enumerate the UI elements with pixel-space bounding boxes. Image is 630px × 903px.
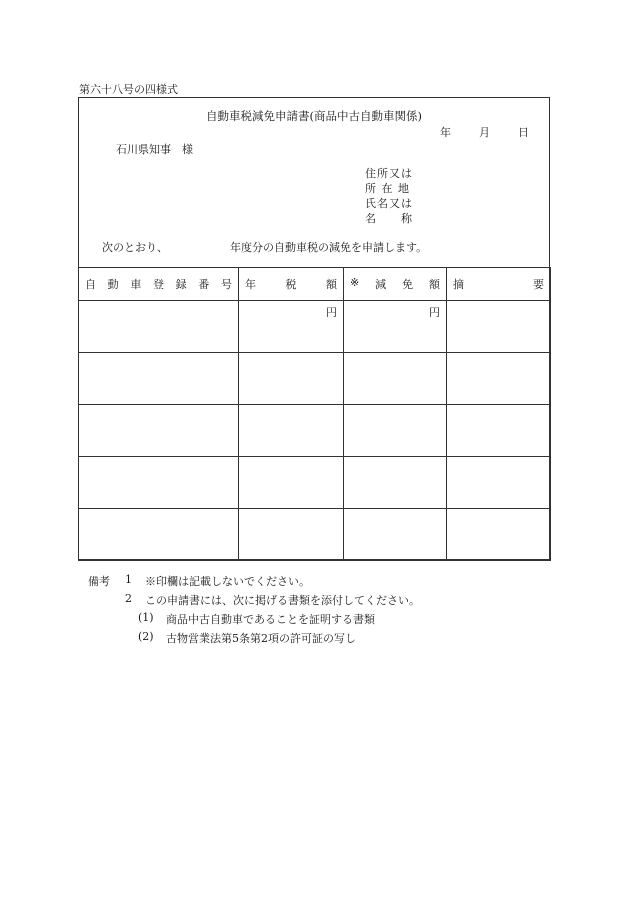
yen-unit: 円 (326, 306, 337, 319)
table-row (79, 353, 551, 405)
vehicle-table (78, 267, 551, 561)
header-remarks: 摘 要 (447, 268, 551, 301)
table-row (79, 301, 551, 353)
subnote-2-number: (2) (138, 630, 154, 643)
annual-tax-cell[interactable] (239, 457, 344, 509)
table-row (79, 457, 551, 509)
note-1-number: 1 (125, 573, 132, 586)
addressee: 石川県知事 様 (116, 143, 193, 156)
remarks-cell[interactable] (447, 353, 551, 405)
subnote-1-number: (1) (138, 611, 154, 624)
date-row (440, 124, 529, 140)
date-day-label: 日 (518, 126, 529, 139)
table-row (79, 405, 551, 457)
registration-number-cell[interactable] (79, 301, 239, 353)
date-month-label: 月 (479, 126, 490, 139)
registration-number-cell[interactable] (79, 457, 239, 509)
registration-number-cell[interactable] (79, 509, 239, 561)
note-1-text: ※印欄は記載しないでください。 (145, 575, 310, 588)
table-row (79, 509, 551, 561)
registration-number-cell[interactable] (79, 405, 239, 457)
annual-tax-cell[interactable] (239, 301, 344, 353)
form-number: 第六十八号の四様式 (79, 83, 178, 96)
application-statement (102, 239, 427, 255)
yen-unit: 円 (429, 306, 440, 319)
subnote-1-text: 商品中古自動車であることを証明する書類 (166, 613, 375, 626)
notes-label: 備考 (88, 575, 110, 588)
header-registration-number: 自 動 車 登 録 番 号 (79, 268, 239, 301)
header-exemption-amount: ※ 減 免 額 (344, 268, 447, 301)
subnote-2-text: 古物営業法第5条第2項の許可証の写し (166, 632, 356, 645)
statement-prefix: 次のとおり、 (102, 241, 168, 254)
exemption-amount-cell[interactable] (344, 301, 447, 353)
annual-tax-cell[interactable] (239, 353, 344, 405)
note-2-number: 2 (125, 592, 132, 605)
remarks-cell[interactable] (447, 457, 551, 509)
exemption-amount-cell[interactable] (344, 457, 447, 509)
applicant-name-label: 氏名又は (365, 197, 413, 210)
note-2-text: この申請書には、次に掲げる書類を添付してください。 (145, 594, 420, 607)
statement-suffix: 年度分の自動車税の減免を申請します。 (230, 241, 428, 254)
date-year-label: 年 (440, 126, 451, 139)
remarks-cell[interactable] (447, 509, 551, 561)
remarks-cell[interactable] (447, 405, 551, 457)
header-annual-tax: 年 税 額 (239, 268, 344, 301)
annual-tax-cell[interactable] (239, 405, 344, 457)
exemption-amount-cell[interactable] (344, 405, 447, 457)
applicant-location-label: 所 在 地 (365, 182, 410, 195)
applicant-corp-name-label: 名 称 (365, 212, 413, 225)
remarks-cell[interactable] (447, 301, 551, 353)
exemption-amount-cell[interactable] (344, 353, 447, 405)
form-title: 自動車税減免申請書(商品中古自動車関係) (206, 109, 422, 123)
annual-tax-cell[interactable] (239, 509, 344, 561)
exemption-amount-cell[interactable] (344, 509, 447, 561)
registration-number-cell[interactable] (79, 353, 239, 405)
applicant-address-label: 住所又は (365, 167, 413, 180)
